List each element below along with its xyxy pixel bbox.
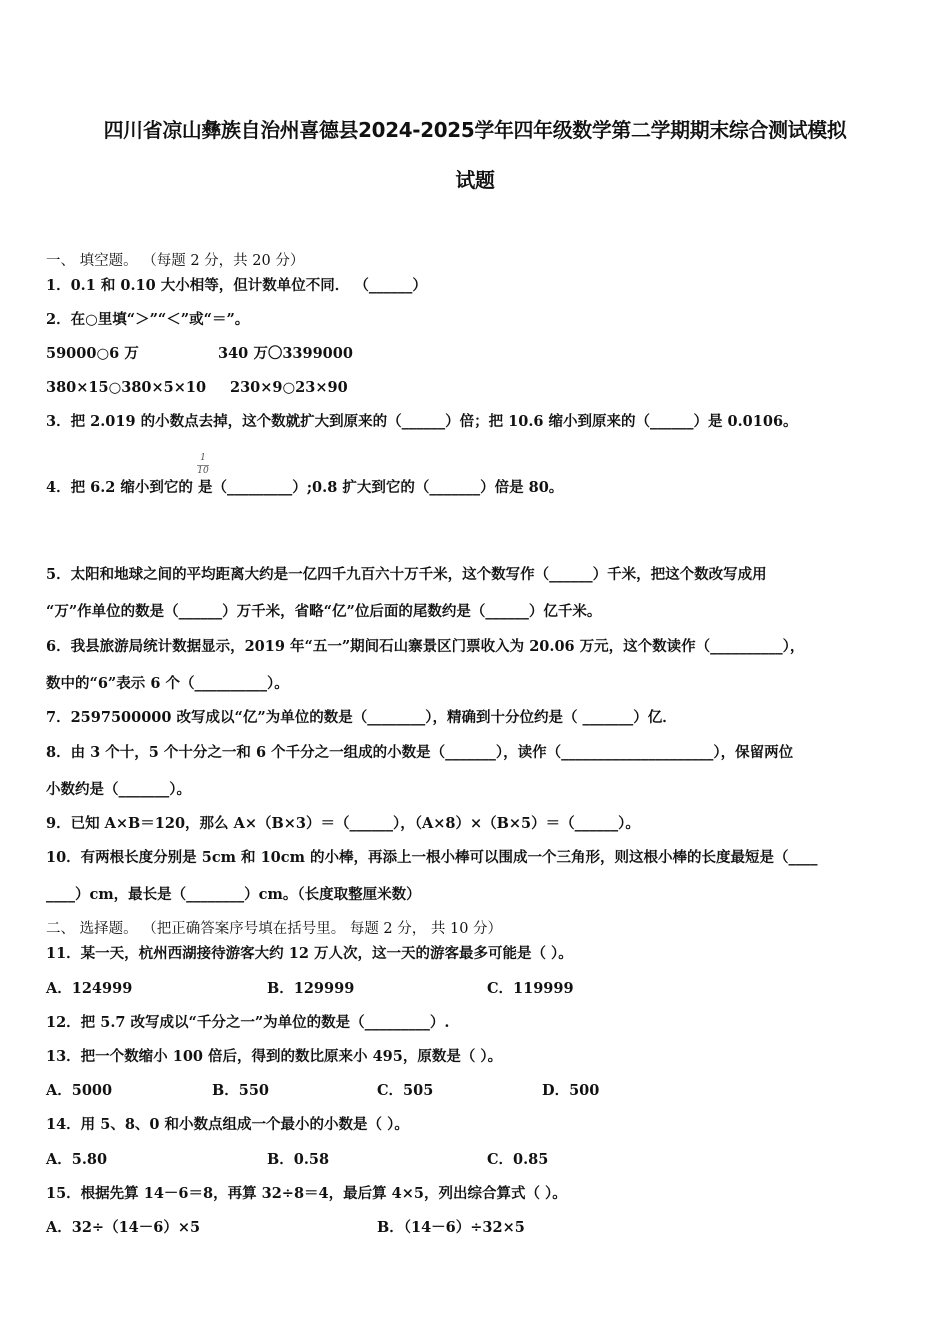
question-14-option-c: C．0.85: [487, 1151, 549, 1168]
question-2-item-a: 59000○6 万: [46, 345, 139, 362]
question-6-line1: 6．我县旅游局统计数据显示，2019 年“五一”期间石山寨景区门票收入为 20.06 万元，这个数读作（__________），: [46, 638, 805, 655]
question-6-line2: 数中的“6”表示 6 个（__________）。: [46, 675, 289, 692]
question-14-stem: 14．用 5、8、0 和小数点组成一个最小的小数是（ ）。: [46, 1116, 409, 1133]
question-11-option-b: B．129999: [267, 980, 355, 997]
question-9: 9．已知 A×B＝120，那么 A×（B×3）＝（______），（A×8）×（B×5）＝（______）。: [46, 815, 640, 832]
question-2-item-c: 380×15○380×5×10: [46, 379, 207, 396]
question-13-option-b: B．550: [212, 1082, 270, 1099]
question-5-line2: “万”作单位的数是（______）万千米，省略“亿”位后面的尾数约是（______）亿千米。: [46, 603, 602, 620]
fraction-one-tenth: [196, 453, 210, 477]
exam-title-line1: 四川省凉山彝族自治州喜德县2024-2025学年四年级数学第二学期期末综合测试模拟: [103, 118, 847, 142]
question-10-line1: 10．有两根长度分别是 5cm 和 10cm 的小棒，再添上一根小棒可以围成一个三角形，则这根小棒的长度最短是（____: [46, 849, 818, 866]
question-3: 3．把 2.019 的小数点去掉，这个数就扩大到原来的（______）倍；把 10.6 缩小到原来的（______）是 0.0106。: [46, 413, 798, 430]
question-13-option-c: C．505: [377, 1082, 434, 1099]
fraction-denominator: 10: [197, 466, 209, 476]
question-11-option-a: A．124999: [46, 980, 133, 997]
question-14-option-b: B．0.58: [267, 1151, 330, 1168]
section2-header: 二、 选择题。 （把正确答案序号填在括号里。 每题 2 分， 共 10 分）: [46, 921, 503, 937]
question-15-stem: 15．根据先算 14－6＝8，再算 32÷8＝4，最后算 4×5，列出综合算式（ ）。: [46, 1185, 567, 1202]
question-2-item-b: 340 万〇3399000: [218, 345, 353, 362]
question-5-line1: 5．太阳和地球之间的平均距离大约是一亿四千九百六十万千米，这个数写作（______）千米，把这个数改写成用: [46, 566, 767, 583]
exam-title-line2: 试题: [455, 168, 495, 192]
question-13-option-a: A．5000: [46, 1082, 113, 1099]
question-2-item-d: 230×9○23×90: [230, 379, 348, 396]
section1-header: 一、 填空题。 （每题 2 分，共 20 分）: [46, 253, 305, 269]
question-2-stem: 2．在○里填“＞”“＜”或“＝”。: [46, 311, 250, 328]
question-12: 12．把 5.7 改写成以“千分之一”为单位的数是（_________）.: [46, 1014, 450, 1031]
question-8-line1: 8．由 3 个十，5 个十分之一和 6 个千分之一组成的小数是（_______），读作（_____________________），保留两位: [46, 744, 794, 761]
question-8-line2: 小数约是（_______）。: [46, 781, 191, 798]
question-15-option-a: A．32÷（14－6）×5: [46, 1219, 201, 1236]
fraction-numerator: 1: [200, 453, 206, 463]
question-10-line2: ____）cm，最长是（________）cm。（长度取整厘米数）: [46, 886, 421, 903]
question-11-stem: 11．某一天，杭州西湖接待游客大约 12 万人次，这一天的游客最多可能是（ ）。: [46, 945, 573, 962]
question-14-option-a: A．5.80: [46, 1151, 108, 1168]
question-4: 4．把 6.2 缩小到它的 是（_________）;0.8 扩大到它的（_______）倍是 80。: [46, 479, 564, 496]
question-7: 7．2597500000 改写成以“亿”为单位的数是（________），精确到十分位约是（ _______）亿．: [46, 709, 677, 726]
question-13-option-d: D．500: [542, 1082, 600, 1099]
question-11-option-c: C．119999: [487, 980, 574, 997]
question-15-option-b: B．（14－6）÷32×5: [377, 1219, 525, 1236]
question-13-stem: 13．把一个数缩小 100 倍后，得到的数比原来小 495，原数是（ ）。: [46, 1048, 503, 1065]
question-1: 1．0.1 和 0.10 大小相等，但计数单位不同． （______）: [46, 277, 427, 294]
